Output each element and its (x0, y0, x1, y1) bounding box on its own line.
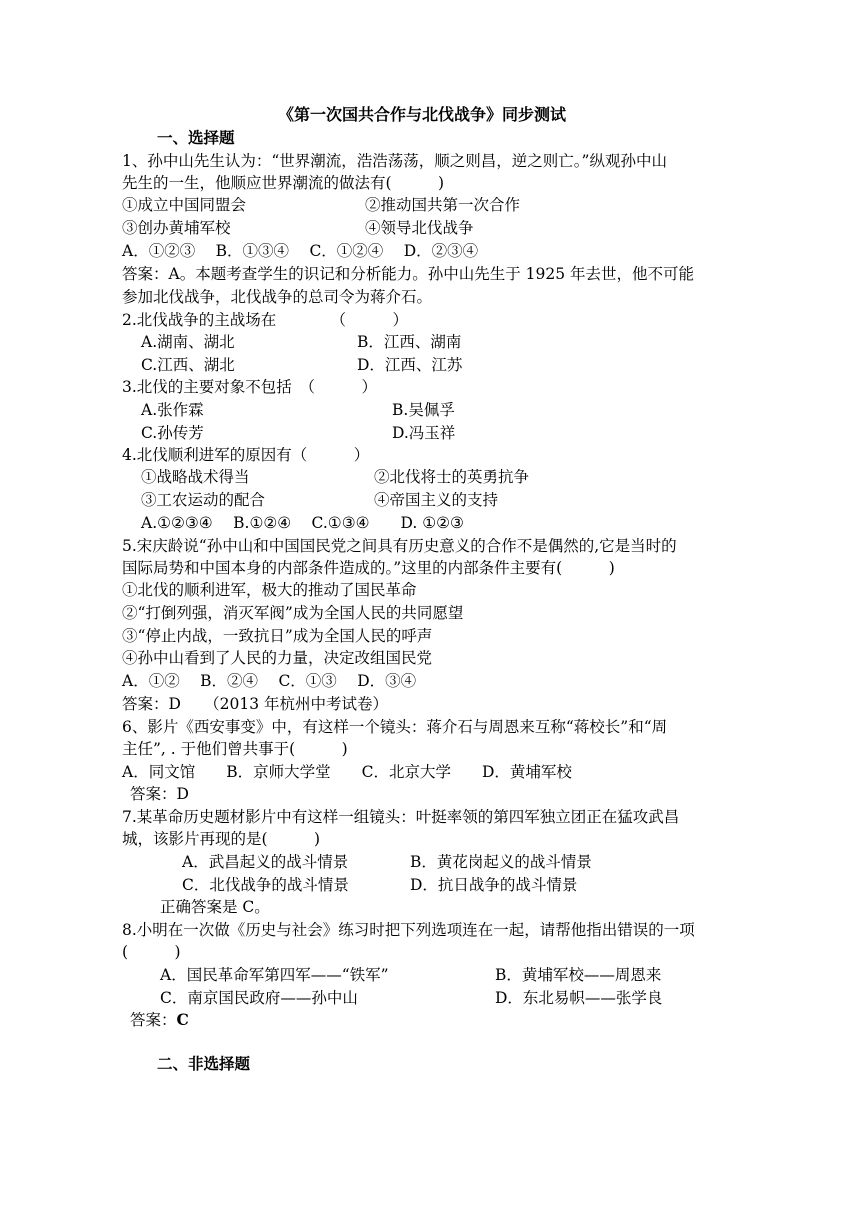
q8-answer-value: C (176, 1010, 189, 1029)
q1-item-2: ②推动国共第一次合作 (365, 196, 521, 214)
q7-stem-line1: 7.某革命历史题材影片中有这样一组镜头：叶挺率领的第四军独立团正在猛攻武昌 (122, 808, 680, 826)
q5-choices: A．①② B．②④ C．①③ D．③④ (122, 672, 417, 690)
q8-option-d: D．东北易帜——张学良 (495, 989, 663, 1007)
q8-answer (130, 1009, 189, 1031)
q2-stem: 2.北伐战争的主战场在 （ ） (122, 311, 409, 329)
q5-item-2: ②“打倒列强，消灭军阀”成为全国人民的共同愿望 (122, 604, 464, 622)
q4-choices: A.①②③④ B.①②④ C.①③④ D. ①②③ (141, 514, 464, 532)
q3-option-a: A.张作霖 (141, 401, 204, 419)
page-title: 《第一次国共合作与北伐战争》同步测试 (278, 105, 567, 124)
q7-option-c: C．北伐战争的战斗情景 (182, 876, 349, 894)
q7-stem-line2: 城，该影片再现的是( ) (122, 830, 321, 848)
q1-item-4: ④领导北伐战争 (365, 219, 474, 237)
q8-stem-line2: ( ) (122, 943, 181, 961)
q7-option-d: D．抗日战争的战斗情景 (410, 876, 578, 894)
q5-stem-line2: 国际局势和中国本身的内部条件造成的。”这里的内部条件主要有( ) (122, 559, 615, 577)
q4-item-2: ②北伐将士的英勇抗争 (374, 468, 530, 486)
q4-item-1: ①战略战术得当 (141, 468, 250, 486)
q8-option-c: C．南京国民政府——孙中山 (160, 989, 358, 1007)
q2-option-c: C.江西、湖北 (141, 356, 235, 374)
q8-answer-label: 答案： (130, 1011, 177, 1029)
q4-stem: 4.北伐顺利进军的原因有（ ） (122, 446, 370, 464)
q7-answer: 正确答案是 C。 (160, 898, 270, 916)
q6-stem-line1: 6、影片《西安事变》中，有这样一个镜头：蒋介石与周恩来互称“蒋校长”和“周 (122, 718, 668, 736)
q3-option-c: C.孙传芳 (141, 424, 204, 442)
q7-option-b: B．黄花岗起义的战斗情景 (410, 853, 592, 871)
q4-item-4: ④帝国主义的支持 (374, 491, 499, 509)
q6-answer: 答案：D (130, 785, 189, 803)
q6-choices: A．同文馆 B．京师大学堂 C．北京大学 D．黄埔军校 (122, 763, 572, 781)
q6-stem-line2: 主任”, . 于他们曾共事于( ) (122, 740, 348, 758)
q1-choices: A．①②③ B．①③④ C．①②④ D．②③④ (122, 242, 479, 260)
q3-stem: 3.北伐的主要对象不包括 （ ） (122, 378, 378, 396)
section-heading-choice: 一、选择题 (157, 128, 235, 147)
q1-answer-line1: 答案：A。本题考查学生的识记和分析能力。孙中山先生于 1925 年去世，他不可能 (122, 265, 694, 283)
q3-option-d: D.冯玉祥 (392, 424, 456, 442)
q8-option-a: A．国民革命军第四军——“铁军” (160, 966, 389, 984)
section-heading-nonchoice: 二、非选择题 (157, 1054, 251, 1073)
q5-stem-line1: 5.宋庆龄说“孙中山和中国国民党之间具有历史意义的合作不是偶然的,它是当时的 (122, 537, 677, 555)
q5-item-1: ①北伐的顺利进军，极大的推动了国民革命 (122, 581, 417, 599)
q1-item-1: ①成立中国同盟会 (122, 196, 247, 214)
q3-option-b: B.吴佩孚 (392, 401, 455, 419)
q1-stem-line1: 1、孙中山先生认为：“世界潮流，浩浩荡荡，顺之则昌，逆之则亡。”纵观孙中山 (122, 152, 667, 170)
q7-option-a: A．武昌起义的战斗情景 (182, 853, 349, 871)
q1-item-3: ③创办黄埔军校 (122, 219, 231, 237)
q1-stem-line2: 先生的一生，他顺应世界潮流的做法有( ) (122, 174, 445, 192)
q1-answer-line2: 参加北伐战争，北伐战争的总司令为蒋介石。 (122, 288, 433, 306)
q8-option-b: B．黄埔军校——周恩来 (495, 966, 662, 984)
q2-option-a: A.湖南、湖北 (141, 333, 235, 351)
q8-stem-line1: 8.小明在一次做《历史与社会》练习时把下列选项连在一起，请帮他指出错误的一项 (122, 921, 695, 939)
q2-option-b: B．江西、湖南 (357, 333, 462, 351)
q5-answer: 答案：D （2013 年杭州中考试卷） (122, 695, 389, 713)
q4-item-3: ③工农运动的配合 (141, 491, 266, 509)
q2-option-d: D．江西、江苏 (357, 356, 463, 374)
q5-item-4: ④孙中山看到了人民的力量，决定改组国民党 (122, 649, 433, 667)
q5-item-3: ③“停止内战，一致抗日”成为全国人民的呼声 (122, 627, 433, 645)
